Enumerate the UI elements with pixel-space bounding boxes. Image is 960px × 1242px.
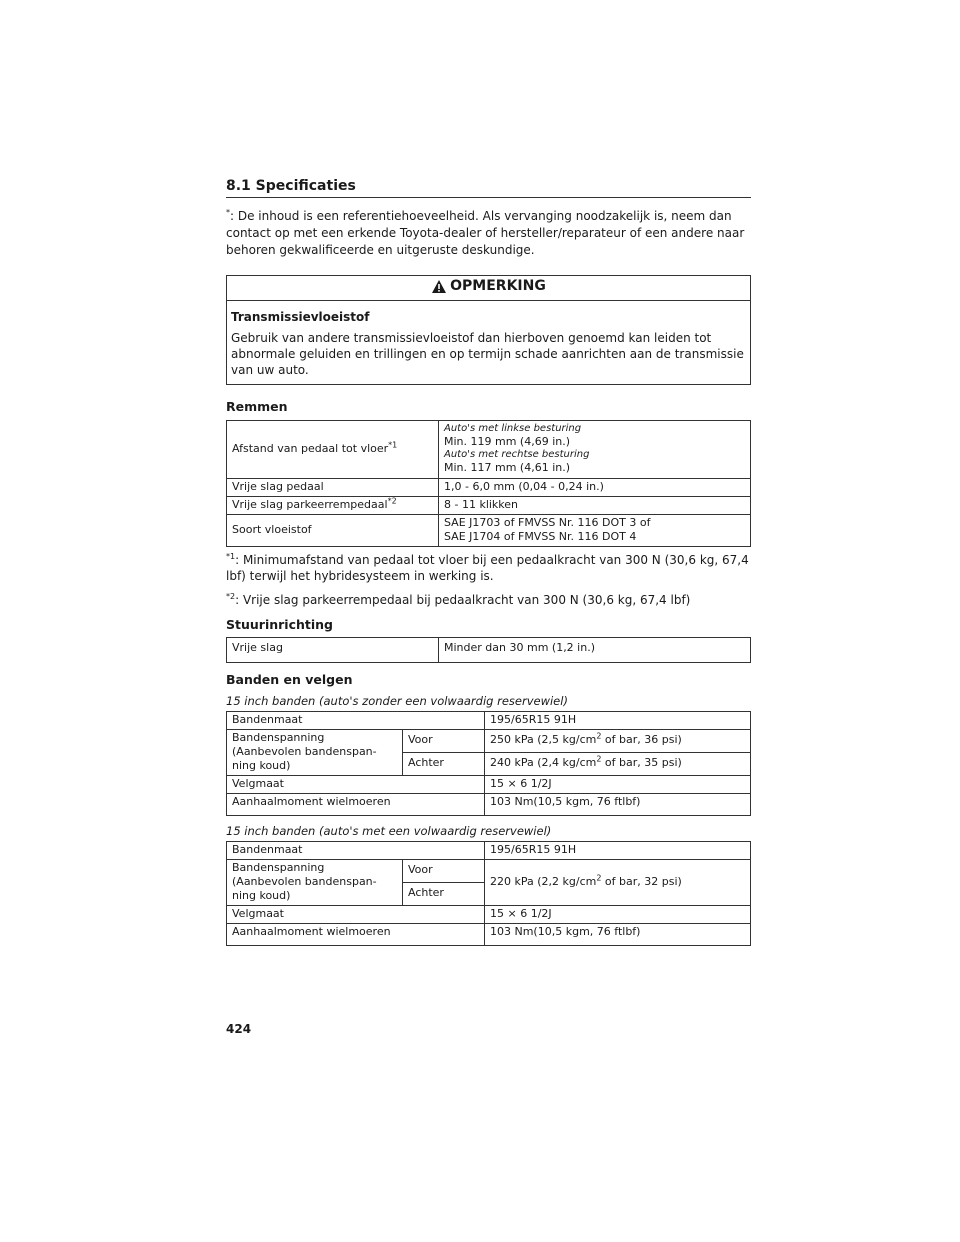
table-stuurinrichting: [226, 637, 751, 663]
rhd-label: Auto's met rechtse besturing: [444, 448, 590, 460]
table-row: [227, 637, 751, 662]
table-row: [227, 793, 751, 815]
table-row: [227, 496, 751, 514]
cell-value: SAE J1703 of FMVSS Nr. 116 DOT 3 of SAE J1704 of FMVSS Nr. 116 DOT 4: [439, 514, 751, 546]
rhd-value: Min. 117 mm (4,61 in.): [444, 460, 571, 474]
notice-header: [227, 276, 750, 301]
cell-value: 195/65R15 91H: [485, 841, 751, 859]
intro-star: *: [226, 208, 230, 217]
heading-banden: Banden en velgen: [226, 671, 353, 687]
intro-footnote: [226, 208, 751, 259]
cell-label: Vrije slag pedaal: [227, 478, 439, 496]
table-tires-1: [226, 711, 751, 816]
cell-sub-label: Achter: [403, 752, 485, 775]
cell-value: 8 - 11 klikken: [439, 496, 751, 514]
page-number: 424: [226, 1022, 252, 1036]
cell-label: Afstand van pedaal tot vloer$^{*1}$: [227, 420, 439, 478]
lhd-value: Min. 119 mm (4,69 in.): [444, 434, 571, 448]
cell-label: Vrije slag: [227, 637, 439, 662]
table-row: [227, 420, 751, 478]
notice-title: Transmissievloeistof: [231, 309, 370, 324]
cell-sub-label: Achter: [403, 882, 485, 905]
table-row: [227, 514, 751, 546]
cell-label: Bandenmaat: [227, 841, 485, 859]
notice-text: Gebruik van andere transmissievloeistof dan hierboven genoemd kan leiden tot abnormale geluiden en trillingen en op termijn schade aanrichten aan de transmissie van uw auto.: [231, 330, 744, 377]
notice-box: [226, 275, 751, 385]
table-tires-2: [226, 841, 751, 946]
footnote-1: $^{*1}$: Minimumafstand van pedaal tot vloer bij een pedaalkracht van 300 N (30,6 kg, 67,4 lbf) terwijl het hybridesysteem in werking is.: [226, 551, 749, 583]
cell-label: Velgmaat: [227, 775, 485, 793]
cell-value: 103 Nm(10,5 kgm, 76 ftlbf): [485, 793, 751, 815]
cell-label: Vrije slag parkeerrempedaal$^{*2}$: [227, 496, 439, 514]
cell-value: Minder dan 30 mm (1,2 in.): [439, 637, 751, 662]
page-content: [226, 178, 751, 946]
cell-sub-label: Voor: [403, 729, 485, 752]
cell-label: Soort vloeistof: [227, 514, 439, 546]
cell-value: 1,0 - 6,0 mm (0,04 - 0,24 in.): [439, 478, 751, 496]
table-row: [227, 905, 751, 923]
heading-stuurinrichting: Stuurinrichting: [226, 616, 333, 632]
lhd-label: Auto's met linkse besturing: [444, 422, 582, 434]
section-title: 8.1 Specificaties: [226, 178, 751, 198]
cell-value: 250 kPa (2,5 $kg/cm^2$ of bar, 36 psi): [485, 729, 751, 752]
table-remmen: [226, 420, 751, 547]
table-row: [227, 775, 751, 793]
intro-text: : De inhoud is een referentiehoeveelheid. Als vervanging noodzakelijk is, neem dan contact op met een erkende Toyota-dealer of hersteller/reparateur of een andere naar behoren gekwalificeerde en uitgeruste deskundige.: [226, 209, 745, 257]
cell-label: Aanhaalmoment wielmoeren: [227, 793, 485, 815]
table-row: [227, 859, 751, 882]
cell-value: 220 kPa (2,2 $kg/cm^2$ of bar, 32 psi): [485, 859, 751, 905]
cell-label: Bandenspanning (Aanbevolen bandenspan-ning koud): [227, 859, 403, 905]
cell-value: 195/65R15 91H: [485, 711, 751, 729]
cell-value: 15 × 6 1/2J: [485, 905, 751, 923]
heading-remmen: Remmen: [226, 398, 288, 414]
cell-label: Aanhaalmoment wielmoeren: [227, 923, 485, 945]
cell-label: Bandenmaat: [227, 711, 485, 729]
cell-sub-label: Voor: [403, 859, 485, 882]
caption-tires-2: 15 inch banden (auto's met een volwaardig reservewiel): [226, 823, 552, 838]
footnote-2: $^{*2}$: Vrije slag parkeerrempedaal bij pedaalkracht van 300 N (30,6 kg, 67,4 lbf): [226, 591, 691, 607]
caption-tires-1: 15 inch banden (auto's zonder een volwaardig reservewiel): [226, 693, 568, 708]
table-row: [227, 478, 751, 496]
cell-label: Velgmaat: [227, 905, 485, 923]
cell-value: 240 kPa (2,4 $kg/cm^2$ of bar, 35 psi): [485, 752, 751, 775]
warning-triangle-icon: [431, 279, 447, 294]
table-row: [227, 729, 751, 752]
cell-value: 15 × 6 1/2J: [485, 775, 751, 793]
notice-body: [227, 301, 750, 384]
table-row: [227, 923, 751, 945]
notice-label: OPMERKING: [450, 278, 546, 294]
cell-value: [439, 420, 751, 478]
cell-value: 103 Nm(10,5 kgm, 76 ftlbf): [485, 923, 751, 945]
table-row: [227, 711, 751, 729]
cell-label: Bandenspanning (Aanbevolen bandenspan-ning koud): [227, 729, 403, 775]
table-row: [227, 841, 751, 859]
